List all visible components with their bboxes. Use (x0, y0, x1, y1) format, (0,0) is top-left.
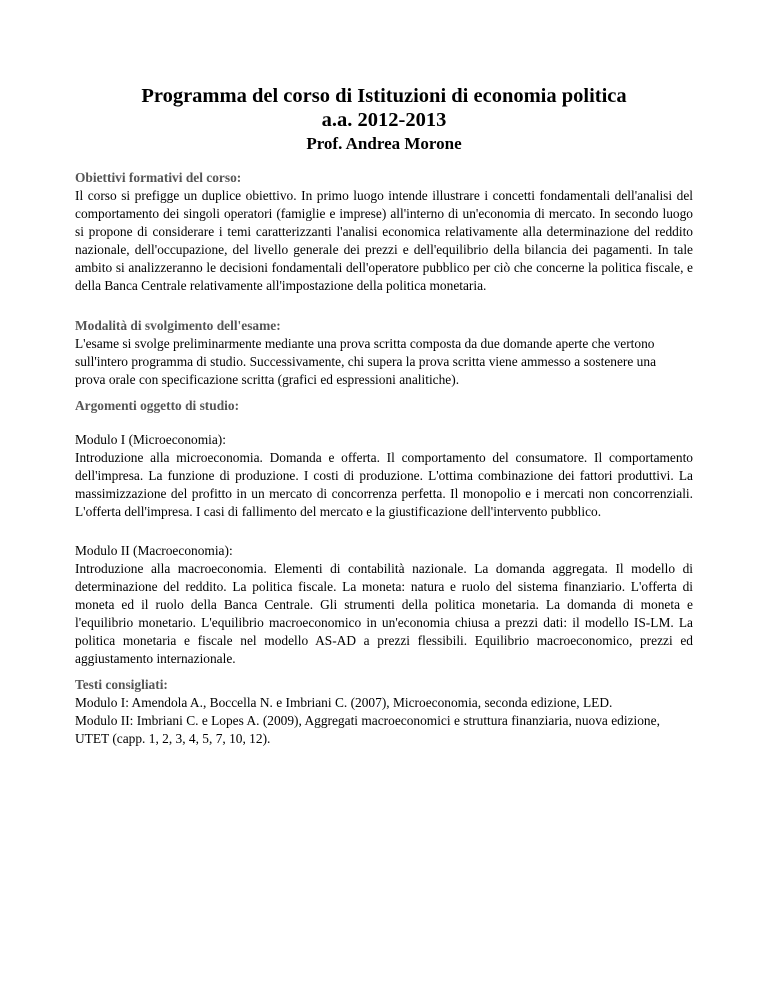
section-modalita (75, 317, 693, 389)
section-heading-modalita: Modalità di svolgimento dell'esame: (75, 318, 281, 333)
professor-name: Prof. Andrea Morone (306, 134, 462, 153)
section-heading-argomenti: Argomenti oggetto di studio: (75, 398, 240, 413)
section-modulo-2 (75, 542, 693, 668)
modalita-line: prova orale con specificazione scritta (grafici ed espressioni analitiche). (75, 372, 460, 387)
academic-year: a.a. 2012-2013 (321, 109, 447, 131)
modulo-1-paragraph: Introduzione alla microeconomia. Domanda e offerta. Il comportamento del consumatore. Il comportamento dell'impresa. La funzione di produzione. I costi di produzione. L'ottima combinazione dei fattori produttivi. La massimizzazione del profitto in un mercato di concorrenza perfetta. Il monopolio e i mercati non concorrenziali. L'offerta dell'impresa. I casi di fallimento del mercato e la giustificazione dell'intervento pubblico. (75, 450, 693, 519)
testo-modulo-2: Modulo II: Imbriani C. e Lopes A. (2009), Aggregati macroeconomici e struttura finanziaria, nuova edizione, UTET (capp. 1, 2, 3, 4, 5, 7, 10, 12). (75, 713, 660, 746)
modulo-2-heading: Modulo II (Macroeconomia): (75, 543, 233, 558)
section-heading-obiettivi: Obiettivi formativi del corso: (75, 170, 242, 185)
section-heading-testi: Testi consigliati: (75, 677, 168, 692)
section-testi (75, 676, 693, 748)
modulo-2-paragraph: Introduzione alla macroeconomia. Elementi di contabilità nazionale. La domanda aggregata. Il modello di determinazione del reddito. La politica fiscale. La moneta: natura e ruolo del sistema finanziario. L'offerta di moneta ed il ruolo della Banca Centrale. Gli strumenti della politica monetaria. La domanda di moneta e l'equilibrio monetario. L'equilibrio macroeconomico in un'economia chiusa a prezzi dati: il modello IS-LM. La politica monetaria e fiscale nel modello AS-AD a prezzi flessibili. Equilibrio macroeconomico, prezzi ed aggiustamento internazionale. (75, 561, 693, 666)
section-modulo-1 (75, 431, 693, 521)
modalita-line: sull'intero programma di studio. Successivamente, chi supera la prova scritta viene ammesso a sostenere una (75, 354, 657, 369)
section-obiettivi (75, 169, 693, 295)
modalita-line: L'esame si svolge preliminarmente mediante una prova scritta composta da due domande aperte che vertono (75, 336, 655, 351)
modulo-1-heading: Modulo I (Microeconomia): (75, 432, 226, 447)
document-title: Programma del corso di Istituzioni di economia politica (141, 85, 627, 107)
obiettivi-paragraph: Il corso si prefigge un duplice obiettivo. In primo luogo intende illustrare i concetti fondamentali dell'analisi del comportamento dei singoli operatori (famiglie e imprese) all'interno di un'economia di mercato. In secondo luogo si propone di considerare i temi caratterizzanti l'analisi economica relativamente alla determinazione del reddito nazionale, dell'occupazione, del livello generale dei prezzi e dell'equilibrio della bilancia dei pagamenti. In tale ambito si analizzeranno le decisioni fondamentali dell'operatore pubblico per ciò che concerne la politica fiscale, e della Banca Centrale relativamente all'impostazione della politica monetaria. (75, 188, 693, 293)
title-block (0, 84, 768, 155)
testo-modulo-1: Modulo I: Amendola A., Boccella N. e Imbriani C. (2007), Microeconomia, seconda edizione, LED. (75, 695, 613, 710)
section-argomenti (75, 397, 693, 415)
